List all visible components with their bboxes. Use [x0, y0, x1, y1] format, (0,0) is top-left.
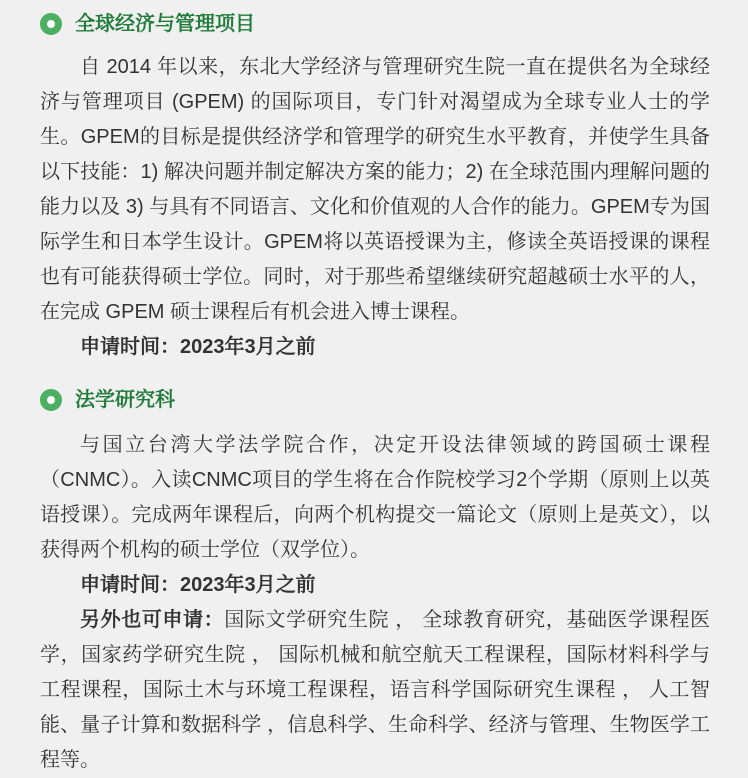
- extra-programs-text: 国际文学研究生院 ， 全球教育研究，基础医学课程医学，国家药学研究生院 ， 国际机械和航空航天工程课程，国际材料科学与工程课程，国际土木与环境工程课程，语言科学国际研究生课程 ， 人工智能、量子计算和数据科学 ，信息科学、生命科学、经济与管理、生物医学工程等。: [40, 609, 710, 771]
- application-deadline-law: 申请时间：2023年3月之前: [80, 574, 316, 596]
- section-body-law: 与国立台湾大学法学院合作，决定开设法律领域的跨国硕士课程（CNMC）。入读CNMC项目的学生将在合作院校学习2个学期（原则上以英语授课）。完成两年课程后，向两个机构提交一篇论文（原则上是英文），以获得两个机构的硕士学位（双学位）。: [40, 434, 710, 561]
- extra-programs: [40, 603, 710, 778]
- green-ring-bullet-icon: [40, 389, 62, 411]
- section-title-gpem: 全球经济与管理项目: [75, 13, 255, 35]
- section-header-law: [40, 388, 710, 412]
- application-deadline-gpem: 申请时间：2023年3月之前: [80, 336, 316, 358]
- section-title-law: 法学研究科: [75, 389, 175, 411]
- section-header-gpem: [40, 12, 710, 36]
- green-ring-bullet-icon: [40, 13, 62, 35]
- section-body-gpem: 自 2014 年以来，东北大学经济与管理研究生院一直在提供名为全球经济与管理项目 (GPEM) 的国际项目，专门针对渴望成为全球专业人士的学生。GPEM的目标是提供经济学和管理学的研究生水平教育，并使学生具备以下技能：1) 解决问题并制定解决方案的能力；2) 在全球范围内理解问题的能力以及 3) 与具有不同语言、文化和价值观的人合作的能力。GPEM专为国际学生和日本学生设计。GPEM将以英语授课为主，修读全英语授课的课程也有可能获得硕士学位。同时，对于那些希望继续研究超越硕士水平的人，在完成 GPEM 硕士课程后有机会进入博士课程。: [40, 56, 710, 323]
- extra-programs-label: 另外也可申请：: [80, 609, 225, 631]
